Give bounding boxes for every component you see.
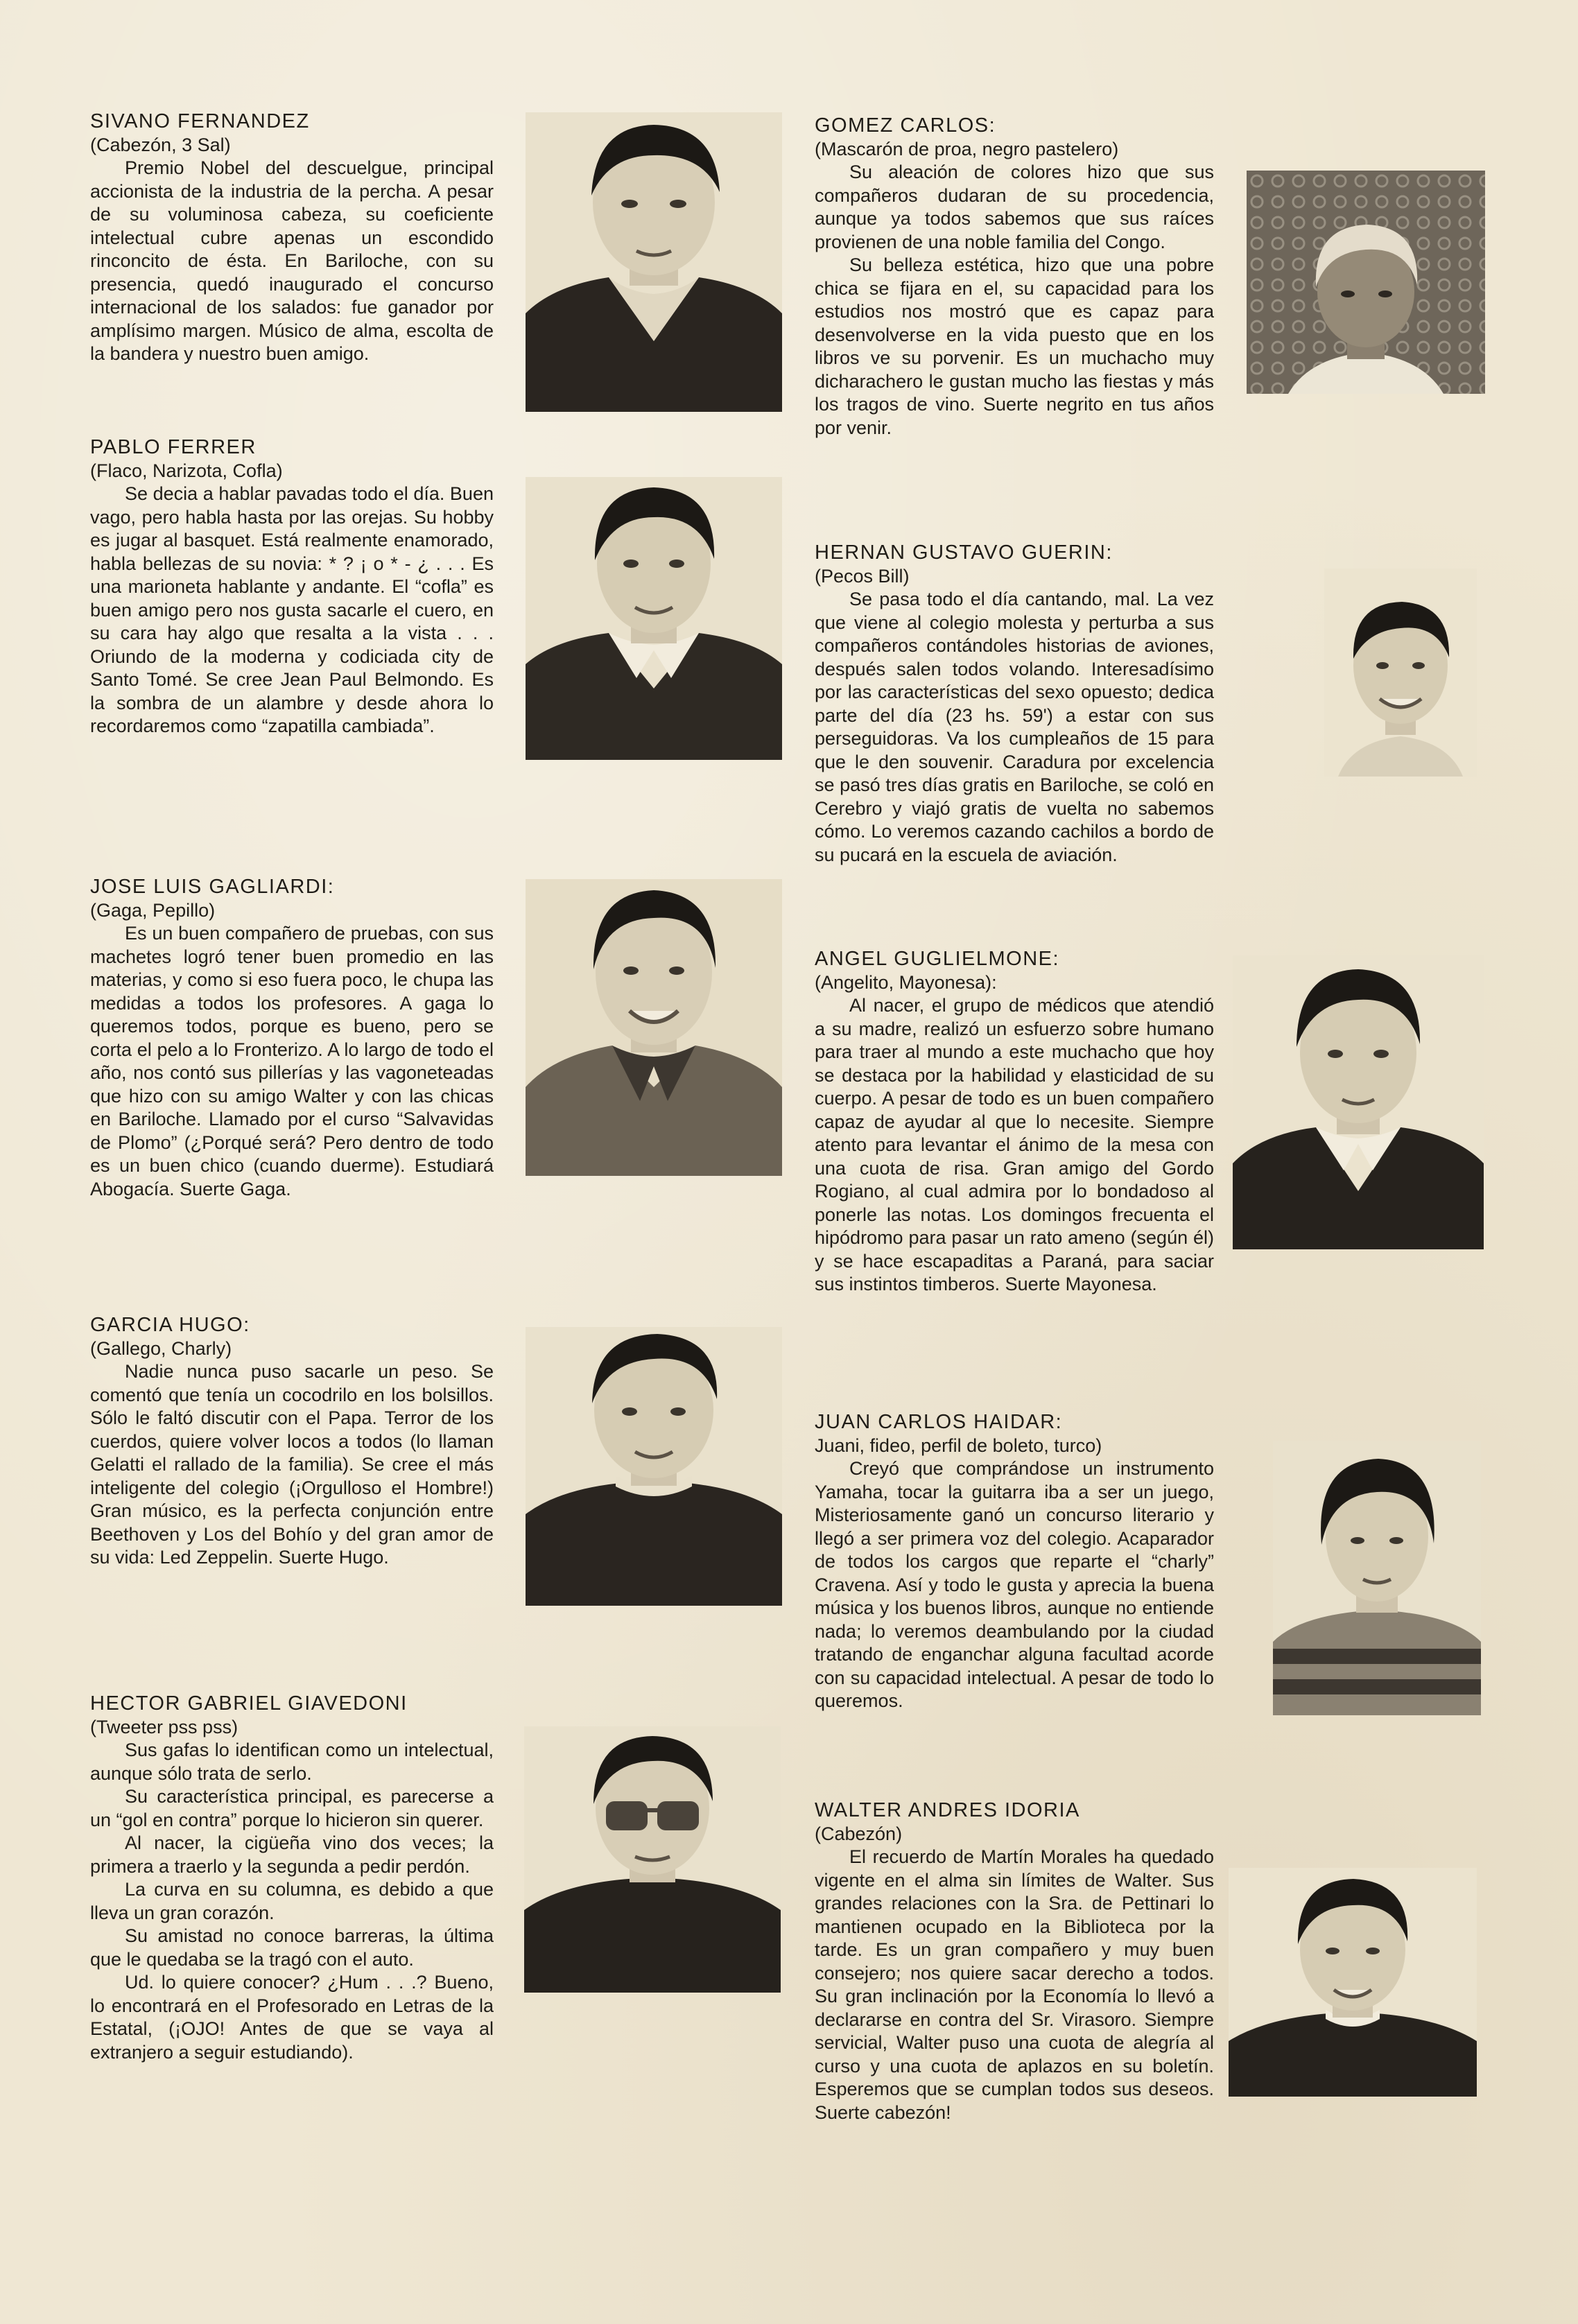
entry-walter-andres-idoria <box>815 1798 1214 2124</box>
student-photo <box>524 1726 781 1993</box>
bio-paragraph: Ud. lo quiere conocer? ¿Hum . . .? Bueno, lo encontrará en el Profesorado en Letras de la Estatal, (¡OJO! Antes de que se vaya al extranjero a seguir estudiando). <box>90 1972 494 2063</box>
student-nickname: (Cabezón) <box>815 1823 903 1844</box>
student-portrait-glasses-icon <box>524 1726 781 1993</box>
bio-paragraph: Al nacer, la cigüeña vino dos veces; la primera a traerlo y la segunda a pedir perdón. <box>90 1832 494 1877</box>
student-bio <box>815 588 1214 867</box>
student-photo <box>526 112 782 412</box>
student-name: SIVANO FERNANDEZ <box>90 110 310 132</box>
bio-paragraph: Su belleza estética, hizo que una pobre chica se fijara en el, su capacidad para los estudios nos mostró que es capaz para desenvolverse en la vida puesto que en los libros ve su porvenir. Es un muchacho muy dicharachero le gustan mucho las fiestas y más los tragos de vino. Suerte negrito en tus años por venir. <box>815 254 1214 438</box>
bio-paragraph: La curva en su columna, es debido a que lleva un gran corazón. <box>90 1879 494 1923</box>
bio-paragraph: Sus gafas lo identifican como un intelectual, aunque sólo trata de serlo. <box>90 1740 494 1784</box>
student-photo <box>1273 1441 1481 1715</box>
student-portrait-icon <box>1247 171 1485 394</box>
student-bio <box>815 1846 1214 2124</box>
student-portrait-icon <box>526 112 782 412</box>
student-photo <box>1324 569 1477 777</box>
student-bio <box>815 1457 1214 1713</box>
bio-paragraph: Creyó que comprándose un instrumento Yamaha, tocar la guitarra iba a ser un juego, Misteriosamente ganó un concurso literario y llegó a ser primera voz del colegio. Acaparador de todos los cargos que reparte el “charly” Cravena. Así y todo le gusta y aprecia la buena música y los buenos libros, aunque no entiende nada; lo veremos deambulando por la ciudad tratando de enganchar alguna facultad acorde con su capacidad intelectual. A pesar de todo lo queremos. <box>815 1458 1214 1711</box>
student-bio <box>90 157 494 366</box>
student-portrait-icon <box>526 879 782 1176</box>
student-name: PABLO FERRER <box>90 436 257 458</box>
bio-paragraph: Se pasa todo el día cantando, mal. La vez que viene al colegio molesta y perturba a sus compañeros contándoles historias de aviones, después salen todos volando. Interesadísimo por las características del sexo opuesto; dedica parte del día (23 hs. 59') a estar con sus perseguidoras. Va los cumpleaños de 15 para que le den souvenir. Caradura por excelencia se pasó tres días gratis en Bariloche, se coló en Cerebro y viajó gratis de vuelta no sabemos cómo. Lo veremos cazando cachilos a bordo de su pucará en la escuela de aviación. <box>815 589 1214 865</box>
entry-angel-guglielmone <box>815 947 1214 1297</box>
student-name: WALTER ANDRES IDORIA <box>815 1799 1080 1821</box>
student-nickname: (Mascarón de proa, negro pastelero) <box>815 139 1119 159</box>
student-portrait-icon <box>1273 1441 1481 1715</box>
student-nickname: (Pecos Bill) <box>815 566 910 587</box>
student-nickname: (Gallego, Charly) <box>90 1338 232 1359</box>
student-name: HECTOR GABRIEL GIAVEDONI <box>90 1692 408 1715</box>
bio-paragraph: Su aleación de colores hizo que sus compañeros dudaran de su procedencia, aunque ya todos sabemos que sus raíces provienen de una noble familia del Congo. <box>815 162 1214 252</box>
bio-paragraph: El recuerdo de Martín Morales ha quedado vigente en el alma sin límites de Walter. Sus grandes relaciones con la Sra. de Pettinari lo mantienen ocupado en la Biblioteca por la tarde. Es un gran compañero y muy buen consejero; nos quiere sacar derecho a todos. Su gran inclinación por la Economía lo llevó a declararse en contra del Sr. Virasoro. Siempre servicial, Walter puso una cuota de alegría al curso y una cuota de aplazos en su boletín. Esperemos que se cumplan todos sus deseos. Suerte cabezón! <box>815 1846 1214 2123</box>
entry-hernan-gustavo-guerin <box>815 541 1214 867</box>
bio-paragraph: Premio Nobel del descuelgue, principal accionista de la industria de la percha. A pesar de su voluminosa cabeza, su coeficiente intelectual cubre apenas un escondido rinconcito de ésta. En Bariloche, con su presencia, quedó inaugurado el concurso internacional de los salados: fue ganador por amplísimo margen. Músico de alma, escolta de la bandera y nuestro buen amigo. <box>90 157 494 364</box>
student-portrait-icon <box>1229 1868 1477 2097</box>
student-portrait-icon <box>526 477 782 760</box>
student-photo <box>526 1327 782 1606</box>
bio-paragraph: Al nacer, el grupo de médicos que atendió a su madre, realizó un esfuerzo sobre humano para traer al mundo a este muchacho que hoy se destaca por la habilidad y elasticidad de su cuerpo. A pesar de todo es un buen compañero capaz de ayudar al que lo necesite. Siempre atento para levantar el ánimo de la mesa con una cuota de risa. Gran amigo del Gordo Rogiano, al cual admira por lo bondadoso al ponerle las notas. Los domingos frecuenta el hipódromo para pasar un rato ameno (según él) y se hace escapaditas a Paraná, para saciar sus instintos timberos. Suerte Mayonesa. <box>815 995 1214 1294</box>
student-photo <box>1247 171 1485 394</box>
entry-jose-luis-gagliardi <box>90 875 494 1201</box>
student-portrait-icon <box>1233 955 1484 1249</box>
student-bio <box>90 1739 494 2064</box>
student-nickname: (Gaga, Pepillo) <box>90 900 216 921</box>
bio-paragraph: Su amistad no conoce barreras, la última que le quedaba se la tragó con el auto. <box>90 1925 494 1970</box>
bio-paragraph: Su característica principal, es parecerse a un “gol en contra” porque lo hicieron sin querer. <box>90 1786 494 1830</box>
student-photo <box>1233 955 1484 1249</box>
student-photo <box>1229 1868 1477 2097</box>
student-bio <box>90 483 494 738</box>
student-name: GOMEZ CARLOS: <box>815 114 996 137</box>
student-portrait-icon <box>526 1327 782 1606</box>
student-name: ANGEL GUGLIELMONE: <box>815 948 1060 970</box>
entry-juan-carlos-haidar <box>815 1410 1214 1713</box>
student-name: GARCIA HUGO: <box>90 1314 250 1336</box>
student-nickname: (Flaco, Narizota, Cofla) <box>90 460 283 481</box>
student-nickname: (Cabezón, 3 Sal) <box>90 135 231 155</box>
bio-paragraph: Nadie nunca puso sacarle un peso. Se comentó que tenía un cocodrilo en los bolsillos. Sólo le faltó discutir con el Papa. Terror de los cuerdos, quiere volver locos a todos (lo llaman Gelatti el rallado de la familia). Se cree el más inteligente del colegio (¡Orgulloso el Hombre!) Gran músico, es la perfecta conjunción entre Beethoven y Los del Bohío y del gran amor de su vida: Led Zeppelin. Suerte Hugo. <box>90 1361 494 1568</box>
student-nickname: (Tweeter pss pss) <box>90 1717 239 1737</box>
student-name: JOSE LUIS GAGLIARDI: <box>90 876 335 898</box>
student-name: HERNAN GUSTAVO GUERIN: <box>815 541 1113 564</box>
entry-gomez-carlos <box>815 114 1214 440</box>
student-photo <box>526 477 782 760</box>
student-portrait-icon <box>1324 569 1477 777</box>
student-nickname: Juani, fideo, perfil de boleto, turco) <box>815 1435 1102 1456</box>
entry-garcia-hugo <box>90 1313 494 1570</box>
entry-hector-gabriel-giavedoni <box>90 1692 494 2064</box>
student-bio <box>90 1360 494 1570</box>
entry-pablo-ferrer <box>90 435 494 738</box>
student-bio <box>90 922 494 1201</box>
entry-sivano-fernandez <box>90 110 494 366</box>
student-bio <box>815 161 1214 440</box>
student-photo <box>526 879 782 1176</box>
bio-paragraph: Es un buen compañero de pruebas, con sus machetes logró tener buen promedio en las materias, y como si eso fuera poco, le chupa las medidas a todos los profesores. A gaga lo queremos todos, porque es bueno, pero se corta el pelo a lo Fronterizo. A lo largo de todo el año, nos contó sus pillerías y las vagoneteadas que hizo con su amigo Walter y con las chicas en Bariloche. Llamado por el curso “Salvavidas de Plomo” (¿Porqué será? Pero dentro de todo es un buen chico (cuando duerme). Estudiará Abogacía. Suerte Gaga. <box>90 923 494 1199</box>
student-nickname: (Angelito, Mayonesa): <box>815 972 997 993</box>
student-bio <box>815 994 1214 1297</box>
bio-paragraph: Se decia a hablar pavadas todo el día. Buen vago, pero habla hasta por las orejas. Su hobby es jugar al basquet. Está realmente enamorado, habla bellezas de su novia: * ? ¡ o * - ¿ . . . Es una marioneta hablante y andante. El “cofla” es buen amigo pero nos gusta sacarle el cuero, en su cara hay algo que resalta a la vista . . . Oriundo de la moderna y codiciada city de Santo Tomé. Se cree Jean Paul Belmondo. Es la sombra de un alambre y desde ahora lo recordaremos como “zapatilla cambiada”. <box>90 483 494 736</box>
student-name: JUAN CARLOS HAIDAR: <box>815 1411 1063 1433</box>
